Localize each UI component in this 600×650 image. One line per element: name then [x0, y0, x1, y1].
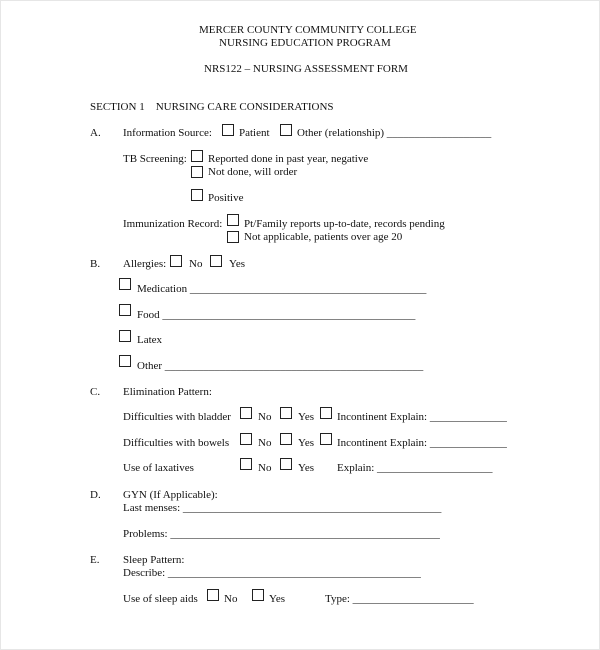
laxatives-yes-checkbox[interactable]: [280, 458, 292, 470]
section-b-letter: B.: [90, 258, 101, 270]
sleep-aids-yes-label: Yes: [269, 593, 286, 605]
sleep-title: Sleep Pattern:: [123, 554, 185, 566]
tb-positive-label: Positive: [208, 192, 244, 204]
gyn-title: GYN (If Applicable):: [123, 489, 218, 501]
other-allergy-checkbox[interactable]: [119, 355, 131, 367]
medication-field[interactable]: Medication ___________________________________________: [137, 283, 427, 295]
sleep-aids-no-checkbox[interactable]: [207, 589, 219, 601]
laxatives-no-label: No: [258, 462, 272, 474]
bladder-label: Difficulties with bladder: [123, 411, 231, 423]
bowels-no-checkbox[interactable]: [240, 433, 252, 445]
info-source-label: Information Source:: [123, 127, 212, 139]
sleep-aids-label: Use of sleep aids: [123, 593, 198, 605]
sleep-aids-no-label: No: [224, 593, 238, 605]
patient-checkbox[interactable]: [222, 124, 234, 136]
bladder-no-checkbox[interactable]: [240, 407, 252, 419]
patient-label: Patient: [239, 127, 270, 139]
bowels-no-label: No: [258, 437, 272, 449]
form-title: NRS122 – NURSING ASSESSMENT FORM: [204, 63, 408, 75]
medication-checkbox[interactable]: [119, 278, 131, 290]
problems-field[interactable]: Problems: _________________________________________________: [123, 528, 440, 540]
laxatives-label: Use of laxatives: [123, 462, 194, 474]
food-checkbox[interactable]: [119, 304, 131, 316]
allergies-label: Allergies:: [123, 258, 167, 270]
imm-uptodate-label: Pt/Family reports up-to-date, records pending: [244, 218, 445, 230]
bowels-explain-field[interactable]: Incontinent Explain: ______________: [337, 437, 507, 449]
other-relationship-field[interactable]: Other (relationship) ___________________: [297, 127, 492, 139]
section-d-letter: D.: [90, 489, 101, 501]
bowels-yes-checkbox[interactable]: [280, 433, 292, 445]
section-e-letter: E.: [90, 554, 100, 566]
section-title: SECTION 1 NURSING CARE CONSIDERATIONS: [90, 101, 334, 113]
food-field[interactable]: Food ______________________________________________: [137, 309, 416, 321]
bladder-yes-checkbox[interactable]: [280, 407, 292, 419]
laxatives-explain-field[interactable]: Explain: _____________________: [337, 462, 493, 474]
tb-not-done-checkbox[interactable]: [191, 166, 203, 178]
section-c-letter: C.: [90, 386, 101, 398]
allergies-yes-checkbox[interactable]: [210, 255, 222, 267]
bowels-yes-label: Yes: [298, 437, 315, 449]
tb-positive-checkbox[interactable]: [191, 189, 203, 201]
sleep-aids-yes-checkbox[interactable]: [252, 589, 264, 601]
tb-not-done-label: Not done, will order: [208, 166, 298, 178]
bladder-no-label: No: [258, 411, 272, 423]
bladder-incontinent-checkbox[interactable]: [320, 407, 332, 419]
other-allergy-field[interactable]: Other _______________________________________________: [137, 360, 424, 372]
other-relationship-checkbox[interactable]: [280, 124, 292, 136]
bowels-label: Difficulties with bowels: [123, 437, 230, 449]
imm-not-applicable-label: Not applicable, patients over age 20: [244, 231, 403, 243]
tb-reported-checkbox[interactable]: [191, 150, 203, 162]
imm-uptodate-checkbox[interactable]: [227, 214, 239, 226]
bowels-incontinent-checkbox[interactable]: [320, 433, 332, 445]
bladder-explain-field[interactable]: Incontinent Explain: ______________: [337, 411, 507, 423]
allergies-no-checkbox[interactable]: [170, 255, 182, 267]
program-name: NURSING EDUCATION PROGRAM: [219, 37, 391, 49]
allergies-yes-label: Yes: [229, 258, 246, 270]
tb-reported-label: Reported done in past year, negative: [208, 153, 369, 165]
laxatives-yes-label: Yes: [298, 462, 315, 474]
last-menses-field[interactable]: Last menses: _______________________________________________: [123, 502, 442, 514]
tb-screening-label: TB Screening:: [123, 153, 187, 165]
latex-label: Latex: [137, 334, 163, 346]
latex-checkbox[interactable]: [119, 330, 131, 342]
sleep-aids-type-field[interactable]: Type: ______________________: [325, 593, 474, 605]
bladder-yes-label: Yes: [298, 411, 315, 423]
section-a-letter: A.: [90, 127, 101, 139]
allergies-no-label: No: [189, 258, 203, 270]
college-name: MERCER COUNTY COMMUNITY COLLEGE: [199, 24, 417, 36]
sleep-describe-field[interactable]: Describe: ______________________________________________: [123, 567, 421, 579]
immunization-label: Immunization Record:: [123, 218, 223, 230]
elimination-title: Elimination Pattern:: [123, 386, 212, 398]
imm-not-applicable-checkbox[interactable]: [227, 231, 239, 243]
laxatives-no-checkbox[interactable]: [240, 458, 252, 470]
